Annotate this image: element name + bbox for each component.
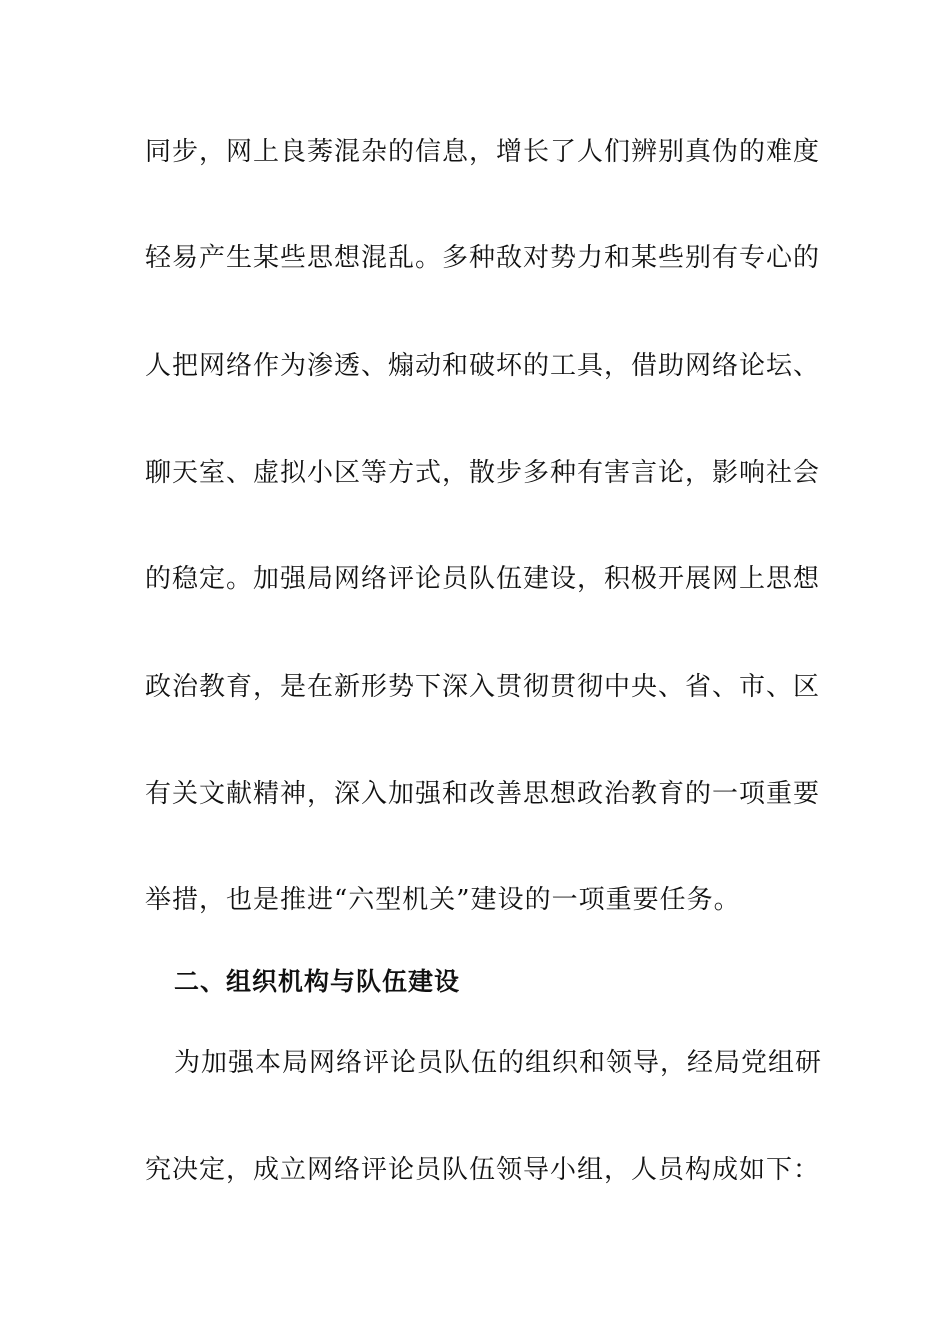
paragraph-line: 同步，网上良莠混杂的信息，增长了人们辨别真伪的难度 (145, 137, 821, 167)
section-heading: 二、组织机构与队伍建设 (174, 967, 461, 996)
paragraph-line: 有关文献精神，深入加强和改善思想政治教育的一项重要 (145, 779, 821, 809)
paragraph-line: 为加强本局网络评论员队伍的组织和领导，经局党组研 (174, 1048, 823, 1078)
paragraph-line: 究决定，成立网络评论员队伍领导小组，人员构成如下： (145, 1155, 821, 1185)
paragraph-line: 的稳定。加强局网络评论员队伍建设，积极开展网上思想 (145, 564, 821, 594)
paragraph-line: 聊天室、虚拟小区等方式，散步多种有害言论，影响社会 (145, 458, 821, 488)
paragraph-line: 政治教育，是在新形势下深入贯彻贯彻中央、省、市、区 (145, 672, 821, 702)
paragraph-line: 轻易产生某些思想混乱。多种敌对势力和某些别有专心的 (145, 243, 821, 273)
paragraph-line: 人把网络作为渗透、煽动和破坏的工具，借助网络论坛、 (145, 351, 821, 381)
paragraph-line: 举措，也是推进“六型机关”建设的一项重要任务。 (145, 885, 741, 915)
